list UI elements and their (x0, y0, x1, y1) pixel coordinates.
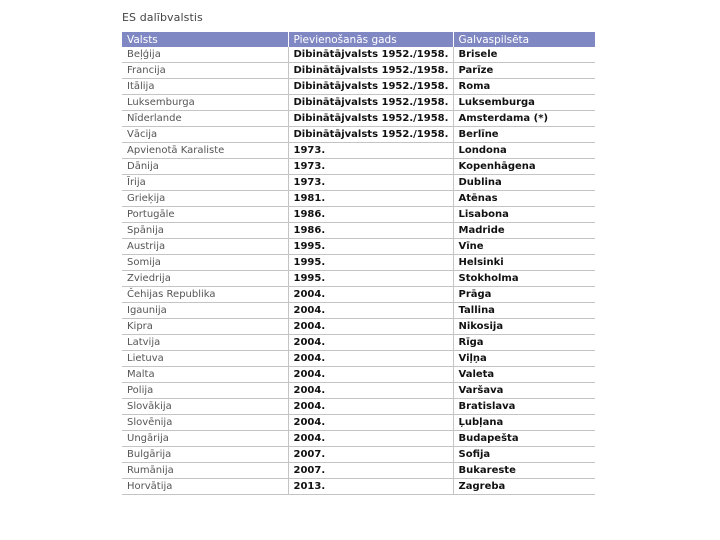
country-cell: Horvātija (122, 479, 288, 495)
accession-year-cell: 2004. (288, 367, 453, 383)
table-row (122, 111, 595, 127)
capital-cell: Kopenhāgena (453, 159, 595, 175)
table-header-row (122, 32, 595, 47)
table-row (122, 95, 595, 111)
accession-year-cell: 1995. (288, 271, 453, 287)
capital-cell: Prāga (453, 287, 595, 303)
capital-cell: Parīze (453, 63, 595, 79)
capital-cell: Amsterdama (*) (453, 111, 595, 127)
accession-year-cell: 1973. (288, 175, 453, 191)
capital-cell: Londona (453, 143, 595, 159)
table-row (122, 159, 595, 175)
accession-year-cell: Dibinātājvalsts 1952./1958. (288, 63, 453, 79)
capital-cell: Stokholma (453, 271, 595, 287)
country-cell: Vācija (122, 127, 288, 143)
table-row (122, 47, 595, 63)
accession-year-cell: 1986. (288, 207, 453, 223)
country-cell: Īrija (122, 175, 288, 191)
table-row (122, 255, 595, 271)
capital-cell: Zagreba (453, 479, 595, 495)
country-cell: Austrija (122, 239, 288, 255)
capital-cell: Madride (453, 223, 595, 239)
country-cell: Rumānija (122, 463, 288, 479)
country-cell: Nīderlande (122, 111, 288, 127)
table-row (122, 463, 595, 479)
table-row (122, 79, 595, 95)
table-row (122, 207, 595, 223)
country-cell: Portugāle (122, 207, 288, 223)
table-row (122, 223, 595, 239)
table-row (122, 335, 595, 351)
country-cell: Polija (122, 383, 288, 399)
accession-year-cell: Dibinātājvalsts 1952./1958. (288, 127, 453, 143)
capital-cell: Ļubļana (453, 415, 595, 431)
accession-year-cell: Dibinātājvalsts 1952./1958. (288, 47, 453, 63)
accession-year-cell: 2007. (288, 447, 453, 463)
capital-cell: Bukareste (453, 463, 595, 479)
country-cell: Čehijas Republika (122, 287, 288, 303)
column-header-country: Valsts (122, 32, 288, 47)
table-row (122, 479, 595, 495)
capital-cell: Luksemburga (453, 95, 595, 111)
table-row (122, 127, 595, 143)
accession-year-cell: 1973. (288, 143, 453, 159)
country-cell: Malta (122, 367, 288, 383)
table-row (122, 319, 595, 335)
table-row (122, 239, 595, 255)
accession-year-cell: 1973. (288, 159, 453, 175)
country-cell: Kipra (122, 319, 288, 335)
accession-year-cell: Dibinātājvalsts 1952./1958. (288, 111, 453, 127)
accession-year-cell: 2004. (288, 319, 453, 335)
accession-year-cell: 2004. (288, 399, 453, 415)
country-cell: Apvienotā Karaliste (122, 143, 288, 159)
table-row (122, 271, 595, 287)
table-row (122, 287, 595, 303)
accession-year-cell: 2004. (288, 415, 453, 431)
table-row (122, 367, 595, 383)
country-cell: Latvija (122, 335, 288, 351)
accession-year-cell: 1995. (288, 239, 453, 255)
table-row (122, 175, 595, 191)
capital-cell: Berlīne (453, 127, 595, 143)
table-row (122, 383, 595, 399)
country-cell: Slovākija (122, 399, 288, 415)
table-row (122, 431, 595, 447)
capital-cell: Roma (453, 79, 595, 95)
table-body (122, 47, 595, 495)
country-cell: Zviedrija (122, 271, 288, 287)
country-cell: Igaunija (122, 303, 288, 319)
accession-year-cell: Dibinātājvalsts 1952./1958. (288, 79, 453, 95)
table-row (122, 447, 595, 463)
capital-cell: Varšava (453, 383, 595, 399)
country-cell: Luksemburga (122, 95, 288, 111)
country-cell: Dānija (122, 159, 288, 175)
country-cell: Lietuva (122, 351, 288, 367)
country-cell: Slovēnija (122, 415, 288, 431)
country-cell: Spānija (122, 223, 288, 239)
accession-year-cell: 1995. (288, 255, 453, 271)
capital-cell: Atēnas (453, 191, 595, 207)
accession-year-cell: 2004. (288, 287, 453, 303)
capital-cell: Rīga (453, 335, 595, 351)
capital-cell: Dublina (453, 175, 595, 191)
accession-year-cell: 1986. (288, 223, 453, 239)
capital-cell: Sofija (453, 447, 595, 463)
country-cell: Bulgārija (122, 447, 288, 463)
accession-year-cell: 2007. (288, 463, 453, 479)
capital-cell: Tallina (453, 303, 595, 319)
accession-year-cell: 2004. (288, 335, 453, 351)
country-cell: Grieķija (122, 191, 288, 207)
capital-cell: Lisabona (453, 207, 595, 223)
page-title: ES dalībvalstis (122, 11, 203, 24)
capital-cell: Bratislava (453, 399, 595, 415)
capital-cell: Valeta (453, 367, 595, 383)
accession-year-cell: 2013. (288, 479, 453, 495)
column-header-accession-year: Pievienošanās gads (288, 32, 453, 47)
accession-year-cell: 1981. (288, 191, 453, 207)
member-states-table (122, 32, 595, 495)
table-row (122, 143, 595, 159)
capital-cell: Helsinki (453, 255, 595, 271)
capital-cell: Vīne (453, 239, 595, 255)
accession-year-cell: 2004. (288, 303, 453, 319)
country-cell: Ungārija (122, 431, 288, 447)
country-cell: Beļģija (122, 47, 288, 63)
table-row (122, 399, 595, 415)
table-row (122, 351, 595, 367)
column-header-capital: Galvaspilsēta (453, 32, 595, 47)
table-row (122, 191, 595, 207)
table-row (122, 303, 595, 319)
accession-year-cell: Dibinātājvalsts 1952./1958. (288, 95, 453, 111)
table-row (122, 415, 595, 431)
country-cell: Itālija (122, 79, 288, 95)
accession-year-cell: 2004. (288, 351, 453, 367)
table-row (122, 63, 595, 79)
accession-year-cell: 2004. (288, 383, 453, 399)
capital-cell: Budapešta (453, 431, 595, 447)
capital-cell: Brisele (453, 47, 595, 63)
country-cell: Francija (122, 63, 288, 79)
capital-cell: Viļņa (453, 351, 595, 367)
accession-year-cell: 2004. (288, 431, 453, 447)
capital-cell: Nikosija (453, 319, 595, 335)
country-cell: Somija (122, 255, 288, 271)
